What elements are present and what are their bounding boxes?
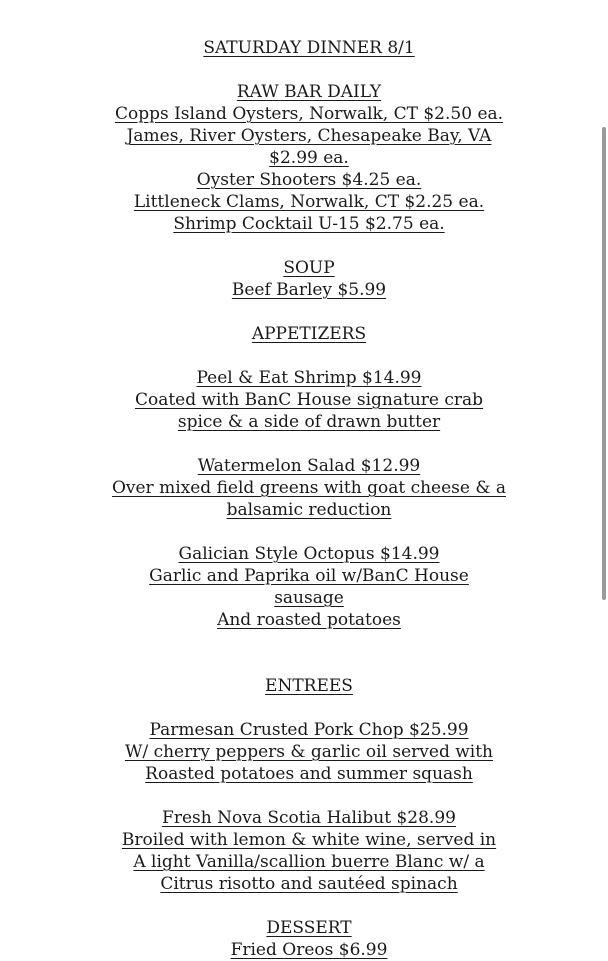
- menu-title: SATURDAY DINNER 8/1: [203, 38, 415, 58]
- item-description: spice & a side of drawn butter: [177, 412, 441, 432]
- item-description: Garlic and Paprika oil w/BanC House: [149, 566, 469, 586]
- menu-line: Littleneck Clams, Norwalk, CT $2.25 ea.: [133, 192, 485, 212]
- menu-item: [0, 455, 608, 521]
- item-description: Over mixed field greens with goat cheese & a: [111, 478, 507, 498]
- scrollbar[interactable]: [602, 127, 606, 600]
- section-heading: DESSERT: [266, 918, 352, 938]
- menu-item: [0, 807, 608, 895]
- item-name: Galician Style Octopus $14.99: [178, 544, 440, 564]
- menu-line: Fried Oreos $6.99: [230, 940, 388, 960]
- item-description: W/ cherry peppers & garlic oil served with: [124, 742, 494, 762]
- dessert-section: [0, 917, 608, 961]
- section-heading: ENTREES: [265, 676, 353, 696]
- item-description: Broiled with lemon & white wine, served in: [121, 830, 497, 850]
- item-description: Coated with BanC House signature crab: [134, 390, 484, 410]
- menu-item: [0, 543, 608, 631]
- menu-line: James, River Oysters, Chesapeake Bay, VA: [126, 126, 492, 146]
- item-description: Citrus risotto and sautéed spinach: [160, 874, 458, 894]
- menu-line: Copps Island Oysters, Norwalk, CT $2.50 ea.: [114, 104, 504, 124]
- item-name: Fresh Nova Scotia Halibut $28.99: [162, 808, 456, 828]
- menu-item: [0, 719, 608, 785]
- menu-document: [0, 37, 608, 961]
- item-description: A light Vanilla/scallion buerre Blanc w/ a: [133, 852, 485, 872]
- section-heading: SOUP: [283, 258, 335, 278]
- menu-line: $2.99 ea.: [269, 148, 349, 168]
- appetizers-section: [0, 323, 608, 631]
- section-heading: RAW BAR DAILY: [236, 82, 382, 102]
- item-name: Watermelon Salad $12.99: [197, 456, 421, 476]
- item-description: sausage: [274, 588, 344, 608]
- menu-line: Oyster Shooters $4.25 ea.: [196, 170, 422, 190]
- raw-bar-section: [0, 81, 608, 235]
- soup-section: [0, 257, 608, 301]
- item-name: Peel & Eat Shrimp $14.99: [196, 368, 422, 388]
- item-description: Roasted potatoes and summer squash: [145, 764, 473, 784]
- item-name: Parmesan Crusted Pork Chop $25.99: [149, 720, 469, 740]
- menu-line: Shrimp Cocktail U-15 $2.75 ea.: [173, 214, 445, 234]
- menu-item: [0, 367, 608, 433]
- item-description: And roasted potatoes: [217, 610, 401, 630]
- menu-line: Beef Barley $5.99: [231, 280, 387, 300]
- entrees-section: [0, 675, 608, 895]
- section-heading: APPETIZERS: [251, 324, 367, 344]
- item-description: balsamic reduction: [226, 500, 392, 520]
